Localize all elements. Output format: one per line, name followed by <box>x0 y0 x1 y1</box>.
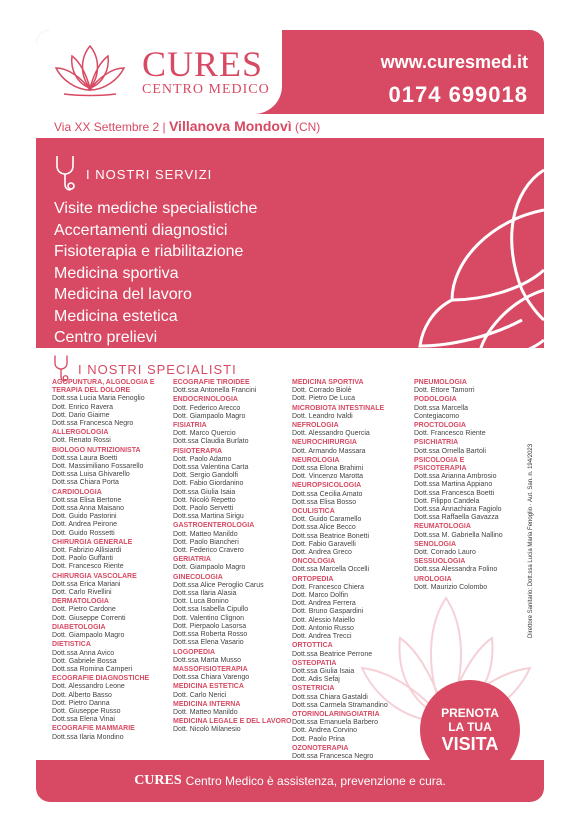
service-item: Visite mediche specialistiche <box>54 200 258 217</box>
specialists-column <box>173 378 292 761</box>
doctor-name: Dott. Leandro Ivaldi <box>292 412 353 420</box>
doctor-name: Dott. Giampaolo Magro <box>173 412 246 420</box>
doctor-name: Dott.ssa Laura Boetti <box>52 454 118 462</box>
doctor-name: Dott. Marco Dolfin <box>292 592 349 600</box>
doctor-name: Dott.ssa Alice Peroglio Carus <box>173 581 264 589</box>
doctor-name: Dott. Alessio Maiello <box>292 616 356 624</box>
doctor-name: Dott.ssa Anna Maisano <box>52 505 124 513</box>
specialty-category: ORTOTTICA <box>292 642 333 650</box>
address-city: Villanova Mondovì <box>168 118 292 134</box>
doctor-name: Dott. Adis Sefaj <box>292 676 340 684</box>
doctor-name: Dott.ssa Ilaria Mondino <box>52 733 124 741</box>
specialty-category: REUMATOLOGIA <box>414 523 471 531</box>
doctor-name: Dott.ssa Martina Appiano <box>414 481 493 489</box>
doctor-name: Dott.ssa Alessandra Folino <box>414 566 498 574</box>
doctor-name: Dott.ssa Valentina Carta <box>173 464 249 472</box>
doctor-name: Dott.ssa Chiara Gastaldi <box>292 693 368 701</box>
services-list <box>54 198 257 349</box>
service-item: Medicina sportiva <box>54 264 179 282</box>
doctor-name: Dott. Guido Caramello <box>292 516 362 524</box>
doctor-name: Dott.ssa Elisa Bosso <box>292 498 357 506</box>
specialty-category: DERMATOLOGIA <box>52 598 109 606</box>
doctor-name: Dott. Guido Pastorini <box>52 513 117 521</box>
doctor-name: Dott. Renato Rossi <box>52 437 111 445</box>
doctor-name: Dott. Paolo Adamo <box>173 455 232 463</box>
specialty-category: CHIRURGIA VASCOLARE <box>52 572 137 580</box>
brand-subtitle: CENTRO MEDICO <box>142 82 270 97</box>
doctor-name: Dott.ssa Erica Mariani <box>52 580 121 588</box>
doctor-name: Dott. Giuseppe Correnti <box>52 614 126 622</box>
doctor-name: Dott. Maurizio Colombo <box>414 583 488 591</box>
doctor-name: Dott. Fabrizio Allisiardi <box>52 547 122 555</box>
specialty-category: GASTROENTEROLOGIA <box>173 522 255 530</box>
doctor-name: Dott.ssa Claudia Burlato <box>173 438 249 446</box>
doctor-name: Dott. Francesco Riente <box>52 563 124 571</box>
service-item: Medicina estetica <box>54 307 178 325</box>
service-item: Fisioterapia e riabilitazione <box>54 243 244 260</box>
doctor-name: Dott. Andrea Greco <box>292 549 352 557</box>
doctor-name: Dott.ssa Anna Avico <box>52 649 115 657</box>
brand-name: CURES <box>142 44 264 84</box>
specialty-category: ECOGRAFIE MAMMARIE <box>52 725 135 733</box>
specialty-category: ONCOLOGIA <box>292 558 336 566</box>
specialty-category: FISIOTERAPIA <box>173 447 223 455</box>
specialty-category: SENOLOGIA <box>414 540 457 548</box>
specialty-category: OSTETRICIA <box>292 685 335 693</box>
doctor-name: Dott. Dario Giaime <box>52 411 110 419</box>
doctor-name: Dott. Paolo Prina <box>292 735 345 743</box>
side-note-text: Direttore Sanitario: Dott.ssa Lucia Maria Fenoglio · Aut. San. n. 194/2023 <box>528 443 534 638</box>
specialty-category: ECOGRAFIE TIROIDEE <box>173 379 250 386</box>
doctor-name: Dott.ssa Giulia Isaia <box>173 488 236 496</box>
doctor-name: Dott. Carlo Nerici <box>173 691 227 699</box>
specialty-category: BIOLOGO NUTRIZIONISTA <box>52 446 141 454</box>
doctor-name: Dott. Filippo Candela <box>414 497 480 505</box>
doctor-name: Dott.ssa Giulia Isaia <box>292 667 355 675</box>
doctor-name: Dott.ssa Romina Camperi <box>52 665 133 673</box>
doctor-name: Dott. Paolo Biancheri <box>173 538 239 546</box>
doctor-name: Dott. Andrea Corvino <box>292 727 357 735</box>
specialty-category: ENDOCRINOLOGIA <box>173 396 238 404</box>
doctor-name: Dott. Pietro Danna <box>52 699 110 707</box>
doctor-name: Dott. Carlo Rivellini <box>52 589 112 597</box>
specialists-column <box>52 378 173 761</box>
services-heading-text: I NOSTRI SERVIZI <box>86 166 213 182</box>
doctor-name: Dott.ssa Roberta Rosso <box>173 631 248 639</box>
specialty-category: MASSOFISIOTERAPIA <box>173 665 248 673</box>
address <box>54 118 320 134</box>
side-note <box>528 368 540 638</box>
doctor-name: Dott. Matteo Manildo <box>173 708 238 716</box>
doctor-name: Dott.ssa Elena Vinai <box>52 716 115 724</box>
doctor-name: Dott. Bruno Gaspardini <box>292 608 364 616</box>
cta-line-2: LA TUA <box>448 720 492 734</box>
doctor-name: Dott.ssa Carmela Stramandino <box>292 701 388 709</box>
doctor-name: Dott. Andrea Peirone <box>52 521 117 529</box>
specialty-category: LOGOPEDIA <box>173 648 216 656</box>
service-item: Centro prelievi <box>54 329 158 346</box>
service-item: Medicina del lavoro <box>54 286 192 303</box>
doctor-name: Dott. Federico Cravero <box>173 547 244 555</box>
specialty-category: MEDICINA LEGALE E DEL LAVORO <box>173 718 292 726</box>
doctor-name: Dott.ssa Annachiara Fagiolo <box>414 506 502 514</box>
specialists-panel <box>36 348 544 760</box>
doctor-name: Dott. Corrado Lauro <box>414 549 476 557</box>
specialty-category: CHIRURGIA GENERALE <box>52 538 133 546</box>
specialty-category: PSICOLOGIA E PSICOTERAPIA <box>414 456 467 473</box>
doctor-name: Dott. Gabriele Bossa <box>52 657 117 665</box>
specialty-category: OSTEOPATIA <box>292 659 337 667</box>
brand <box>142 46 270 98</box>
lotus-logo-icon <box>50 40 130 104</box>
specialty-category: OTORINOLARINGOIATRIA <box>292 710 380 718</box>
header <box>36 30 544 114</box>
stethoscope-icon <box>54 154 76 194</box>
doctor-name: Dott. Giuseppe Russo <box>52 707 121 715</box>
doctor-name: Dott.ssa Martina Sirigu <box>173 513 244 521</box>
address-province: (CN) <box>294 120 321 134</box>
doctor-name: Dott. Francesco Riente <box>414 430 486 438</box>
website-link[interactable]: www.curesmed.it <box>380 52 528 72</box>
specialty-category: ORTOPEDIA <box>292 575 334 583</box>
doctor-name: Dott.ssa Elisa Bertone <box>52 496 122 504</box>
doctor-name: Dott. Armando Massara <box>292 447 366 455</box>
specialty-category: MEDICINA ESTETICA <box>173 683 244 691</box>
doctor-name: Dott.ssa M. Gabriella Nallino <box>414 531 503 539</box>
doctor-name: Dott. Federico Arecco <box>173 404 241 412</box>
specialty-category: CARDIOLOGIA <box>52 488 102 496</box>
specialty-category: SESSUOLOGIA <box>414 558 466 566</box>
doctor-name: Dott.ssa Cecilia Amato <box>292 490 363 498</box>
specialty-category: NEUROLOGIA <box>292 456 340 464</box>
specialty-category: NEUROPSICOLOGIA <box>292 482 362 490</box>
specialty-category: NEUROCHIRURGIA <box>292 439 357 447</box>
doctor-name: Dott. Matteo Manildo <box>173 530 238 538</box>
doctor-name: Dott. Corrado Biolè <box>292 387 352 395</box>
doctor-name: Dott.ssa Beatrice Bonetti <box>292 532 370 540</box>
doctor-name: Dott. Nicolò Repetto <box>173 496 236 504</box>
doctor-name: Dott. Nicolò Milanesio <box>173 726 241 734</box>
doctor-name: Dott. Vincenzo Marotta <box>292 473 364 481</box>
logo-box <box>36 30 282 114</box>
specialty-category: GERIATRIA <box>173 556 211 564</box>
doctor-name: Dott. Paolo Guffanti <box>52 555 113 563</box>
specialty-category: MICROBIOTA INTESTINALE <box>292 404 385 412</box>
doctor-name: Dott.ssa Antonella Francini <box>173 387 257 395</box>
doctor-name: Dott.ssa Francesca Negro <box>52 420 134 428</box>
specialty-category: GINECOLOGIA <box>173 573 223 581</box>
doctor-name: Dott.ssa Francesca Negro <box>292 752 374 760</box>
doctor-name: Dott.ssa Marta Musso <box>173 656 242 664</box>
doctor-name: Dott. Pietro De Luca <box>292 395 356 403</box>
doctor-name: Dott. Massimiliano Fossarello <box>52 463 144 471</box>
specialty-category: MEDICINA INTERNA <box>173 700 241 708</box>
doctor-name: Dott. Giampaolo Magro <box>173 564 246 572</box>
doctor-name: Dott. Andrea Ferrera <box>292 600 356 608</box>
specialty-category: ECOGRAFIE DIAGNOSTICHE <box>52 675 150 683</box>
specialists-column <box>292 378 414 761</box>
doctor-name: Dott. Alessandro Quercia <box>292 430 370 438</box>
specialty-category: AGOPUNTURA, ALGOLOGIA E TERAPIA DEL DOLORE <box>52 379 155 395</box>
address-street: Via XX Settembre 2 | <box>54 120 166 134</box>
services-heading <box>54 154 212 194</box>
doctor-name: Dott.ssa Beatrice Perrone <box>292 650 373 658</box>
specialists-heading-text: I NOSTRI SPECIALISTI <box>78 361 237 377</box>
specialty-category: DIETISTICA <box>52 641 91 649</box>
doctor-name: Dott. Giampaolo Magro <box>52 632 125 640</box>
doctor-name: Dott. Enrico Ravera <box>52 403 114 411</box>
specialty-category: FISIATRIA <box>173 422 207 430</box>
specialty-category: PROCTOLOGIA <box>414 422 466 430</box>
doctor-name: Dott. Andrea Trecci <box>292 633 352 641</box>
address-bar <box>36 114 544 138</box>
doctor-name: Dott.ssa Isabella Cipullo <box>173 606 249 614</box>
specialty-category: OCULISTICA <box>292 508 335 516</box>
doctor-name: Dott. Pierpaolo Lasorsa <box>173 622 247 630</box>
specialty-category: OZONOTERAPIA <box>292 744 349 752</box>
doctor-name: Dott. Francesco Chiera <box>292 583 364 591</box>
flyer-card <box>36 30 544 802</box>
specialty-category: MEDICINA SPORTIVA <box>292 379 364 386</box>
doctor-name: Dott. Ettore Tamorri <box>414 387 475 395</box>
doctor-name: Dott.ssa Ornella Bartoli <box>414 447 486 455</box>
doctor-name: Dott.ssa Elona Brahimi <box>292 465 364 473</box>
doctor-name: Dott. Antonio Russo <box>292 624 354 632</box>
specialty-category: DIABETOLOGIA <box>52 623 106 631</box>
doctor-name: Dott.ssa Emanuela Barbero <box>292 719 378 727</box>
doctor-name: Dott. Fabio Giordanino <box>173 480 244 488</box>
doctor-name: Dott.ssa Chiara Porta <box>52 479 119 487</box>
doctor-name: Dott.ssa Luisa Ghivarello <box>52 471 130 479</box>
specialty-category: NEFROLOGIA <box>292 422 339 430</box>
specialty-category: UROLOGIA <box>414 575 452 583</box>
doctor-name: Dott. Paolo Servetti <box>173 505 234 513</box>
cta-line-3: VISITA <box>441 734 499 754</box>
doctor-name: Dott. Sergio Gandolfi <box>173 472 238 480</box>
footer-brand: CURES <box>134 773 182 788</box>
doctor-name: Dott.ssa Alice Becco <box>292 524 356 532</box>
doctor-name: Dott.ssa Arianna Ambrosio <box>414 473 497 481</box>
specialty-category: PODOLOGIA <box>414 396 457 404</box>
specialty-category: ALLERGOLOGIA <box>52 429 109 437</box>
footer <box>36 760 544 802</box>
phone-number[interactable]: 0174 699018 <box>388 82 528 107</box>
doctor-name: Dott.ssa Elena Vasario <box>173 639 244 647</box>
doctor-name: Dott.ssa Ilaria Alasia <box>173 590 237 598</box>
doctor-name: Dott.ssa Raffaella Gavazza <box>414 514 499 522</box>
doctor-name: Dott.ssa Lucia Maria Fenoglio <box>52 395 145 403</box>
service-item: Accertamenti diagnostici <box>54 221 228 239</box>
doctor-name: Dott. Guido Rossetti <box>52 529 115 537</box>
cta-line-1: PRENOTA <box>441 706 499 720</box>
specialty-category: PNEUMOLOGIA <box>414 379 467 386</box>
doctor-name: Dott. Alessandro Leone <box>52 683 125 691</box>
doctor-name: Dott. Marco Quercio <box>173 430 236 438</box>
doctor-name: Dott.ssa Chiara Varengo <box>173 674 250 682</box>
doctor-name: Dott.ssa Marcella Contegiacomo <box>414 404 469 420</box>
footer-text: Centro Medico è assistenza, prevenzione e cura. <box>185 774 446 788</box>
doctor-name: Dott. Valentino Clignon <box>173 614 245 622</box>
doctor-name: Dott. Alberto Basso <box>52 691 112 699</box>
doctor-name: Dott. Luca Bonino <box>173 598 229 606</box>
doctor-name: Dott.ssa Marcella Occelli <box>292 566 370 574</box>
doctor-name: Dott. Fabio Garavelli <box>292 540 356 548</box>
specialty-category: PSICHIATRIA <box>414 439 459 447</box>
doctor-name: Dott.ssa Francesca Boetti <box>414 489 495 497</box>
doctor-name: Dott. Pietro Cardone <box>52 606 116 614</box>
